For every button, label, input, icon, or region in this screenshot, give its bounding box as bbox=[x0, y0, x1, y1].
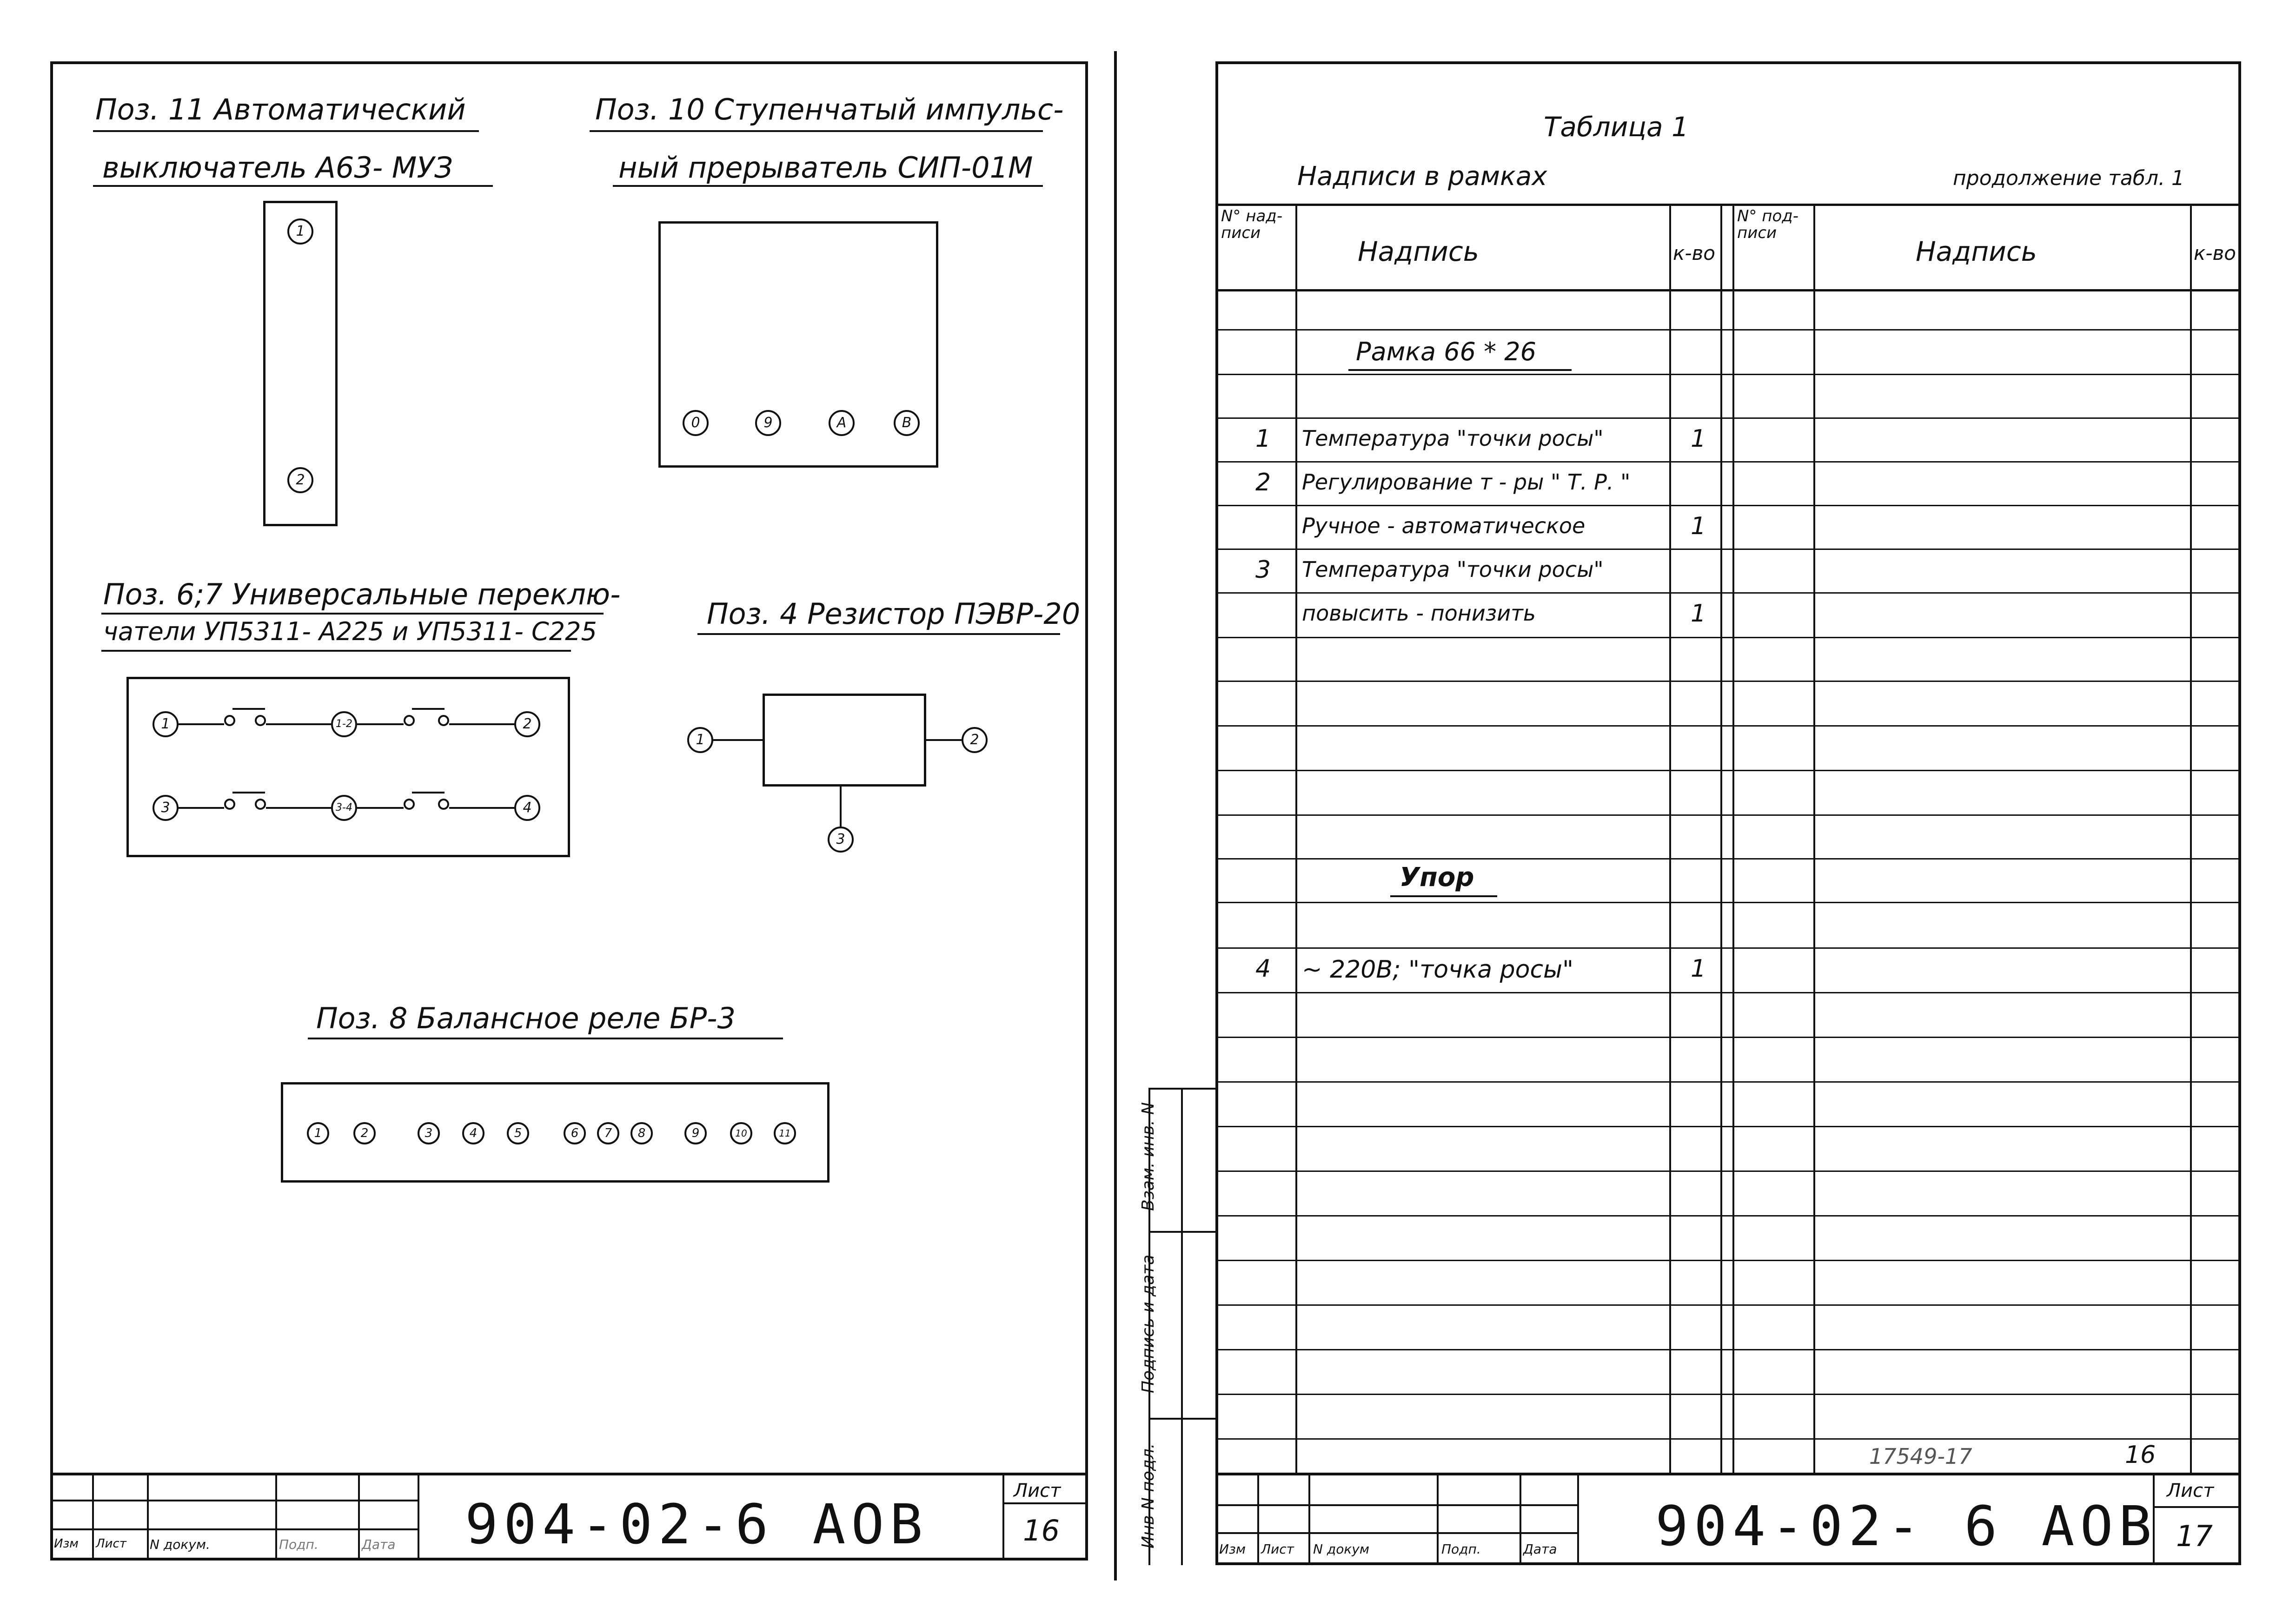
table-col-line bbox=[1813, 204, 1815, 1473]
row-6-qty: 1 bbox=[1691, 955, 1706, 983]
table-row-line bbox=[1215, 417, 2241, 419]
frame1-title: Рамка 66 * 26 bbox=[1356, 337, 1537, 366]
right-stamp-sheet-div bbox=[2153, 1506, 2241, 1508]
pos8-pin-1: 1 bbox=[307, 1122, 329, 1144]
pos4-pin-2: 2 bbox=[962, 727, 988, 753]
header-num: N° над- писи bbox=[1221, 207, 1283, 242]
pos8-pin-4: 4 bbox=[462, 1122, 484, 1144]
pos67-contact-bar bbox=[232, 708, 265, 710]
pos8-pin-10: 10 bbox=[730, 1122, 752, 1144]
table-row-line bbox=[1215, 461, 2241, 463]
table-col-line bbox=[2190, 204, 2192, 1473]
table-row-line bbox=[1215, 1126, 2241, 1127]
side-label-vzam: Взам. инв. N bbox=[1139, 1102, 1158, 1211]
pos67-pin-4: 4 bbox=[514, 795, 540, 821]
pos8-pin-9: 9 bbox=[684, 1122, 707, 1144]
pos11-title-line2: выключатель А63- МУЗ bbox=[102, 151, 453, 185]
table-row-line bbox=[1215, 1081, 2241, 1083]
left-stamp-sheet-no: 16 bbox=[1023, 1514, 1060, 1547]
row-3-qty: 1 bbox=[1691, 512, 1706, 540]
frame2-title: Упор bbox=[1400, 862, 1474, 893]
row-2-num: 2 bbox=[1255, 469, 1271, 496]
archive-no: 17549-17 bbox=[1869, 1444, 1972, 1469]
pos11-pin-1: 1 bbox=[287, 218, 313, 245]
pos4-lead-left bbox=[713, 739, 763, 741]
pos4-lead-right bbox=[926, 739, 962, 741]
frame2-underline bbox=[1390, 895, 1497, 897]
pos67-wire bbox=[357, 807, 404, 809]
header-text: Надпись bbox=[1358, 236, 1479, 267]
right-stamp-lbl-sign: Подп. bbox=[1441, 1541, 1481, 1557]
pos67-pin-3: 3 bbox=[153, 795, 179, 821]
table-row-line bbox=[1215, 770, 2241, 771]
pos10-pin-9: 9 bbox=[755, 410, 781, 436]
left-stamp-sheet-label: Лист bbox=[1014, 1480, 1061, 1501]
pos8-underline bbox=[308, 1038, 783, 1039]
pos67-contact bbox=[438, 715, 449, 726]
pos67-title-line2: чатели УП5311- А225 и УП5311- С225 bbox=[103, 617, 597, 646]
pos67-pin-2: 2 bbox=[514, 711, 540, 737]
table-row-line bbox=[1215, 592, 2241, 594]
pos4-pin-1: 1 bbox=[687, 727, 713, 753]
left-stamp-sheet-div bbox=[1002, 1502, 1088, 1504]
pos67-contact-bar bbox=[412, 708, 445, 710]
table-row-line bbox=[1215, 374, 2241, 375]
row-6-num: 4 bbox=[1255, 955, 1271, 983]
right-stamp-lbl-list: Лист bbox=[1261, 1541, 1294, 1557]
pos10-underline-2 bbox=[613, 185, 1043, 187]
right-stamp-col bbox=[1308, 1473, 1310, 1565]
pos10-underline-1 bbox=[590, 130, 1043, 132]
left-stamp-lbl-doc: N докум. bbox=[150, 1537, 210, 1552]
row-3-text: Ручное - автоматическое bbox=[1302, 513, 1586, 538]
right-stamp-code: 904-02- 6 АОВ bbox=[1655, 1494, 2157, 1558]
pos8-pin-11: 11 bbox=[774, 1122, 796, 1144]
pos4-resistor-body bbox=[763, 694, 926, 787]
table-row-line bbox=[1215, 947, 2241, 949]
pos67-pin-1: 1 bbox=[153, 711, 179, 737]
row-1-text: Температура "точки росы" bbox=[1302, 426, 1604, 451]
pos11-underline-2 bbox=[93, 185, 493, 187]
pos8-pin-5: 5 bbox=[507, 1122, 529, 1144]
left-stamp-col bbox=[92, 1473, 94, 1560]
pos67-contact bbox=[404, 799, 415, 810]
right-stamp-lbl-izm: Изм bbox=[1219, 1541, 1246, 1557]
pos8-pin-7: 7 bbox=[597, 1122, 619, 1144]
row-5-qty: 1 bbox=[1691, 600, 1706, 628]
table-row-line bbox=[1215, 1037, 2241, 1038]
pos8-title: Поз. 8 Балансное реле БР-3 bbox=[316, 1001, 736, 1035]
table-col-line bbox=[1669, 204, 1671, 1473]
pos67-contact bbox=[224, 715, 235, 726]
right-stamp-lbl-doc: N докум bbox=[1313, 1541, 1369, 1557]
pos4-title: Поз. 4 Резистор ПЭВР-20 bbox=[707, 597, 1081, 631]
left-stamp-col bbox=[418, 1473, 419, 1560]
sheet-separator bbox=[1114, 51, 1117, 1580]
table-row-line bbox=[1215, 858, 2241, 860]
side-strip-col bbox=[1181, 1088, 1183, 1565]
pos67-wire bbox=[266, 807, 331, 809]
pos67-contact bbox=[404, 715, 415, 726]
row-4-num: 3 bbox=[1255, 556, 1271, 584]
table-row-line bbox=[1215, 329, 2241, 331]
left-stamp-col bbox=[147, 1473, 149, 1560]
row-1-qty: 1 bbox=[1691, 425, 1706, 453]
header-right-text: Надпись bbox=[1916, 236, 2037, 267]
side-label-inv: Инв N подл. bbox=[1139, 1443, 1158, 1549]
right-stamp-lbl-date: Дата bbox=[1523, 1541, 1557, 1557]
table-row-line bbox=[1215, 902, 2241, 903]
table-row-line bbox=[1215, 1304, 2241, 1306]
pos11-underline-1 bbox=[93, 130, 479, 132]
table-row-line bbox=[1215, 1170, 2241, 1172]
table-header-line bbox=[1215, 289, 2241, 291]
left-stamp-lbl-sign: Подп. bbox=[279, 1537, 319, 1552]
right-stamp-row bbox=[1215, 1532, 1578, 1534]
left-stamp-row bbox=[50, 1500, 418, 1501]
table-title: Таблица 1 bbox=[1544, 111, 1689, 143]
pos4-lead-bottom bbox=[840, 787, 842, 827]
left-stamp-col bbox=[1002, 1473, 1004, 1560]
pos11-pin-2: 2 bbox=[287, 467, 313, 493]
right-stamp-row bbox=[1215, 1504, 1578, 1506]
pos67-wire bbox=[357, 723, 404, 725]
pos67-contact-bar bbox=[412, 792, 445, 793]
pos8-pin-2: 2 bbox=[353, 1122, 376, 1144]
left-stamp-lbl-izm: Изм bbox=[54, 1537, 79, 1551]
pos10-pin-b: В bbox=[894, 410, 920, 436]
table-row-line bbox=[1215, 992, 2241, 993]
table-row-line bbox=[1215, 725, 2241, 727]
row-1-num: 1 bbox=[1255, 425, 1271, 453]
left-stamp-lbl-date: Дата bbox=[362, 1537, 396, 1552]
pos4-underline bbox=[697, 633, 1060, 635]
pos8-pin-8: 8 bbox=[630, 1122, 653, 1144]
table-row-line bbox=[1215, 637, 2241, 638]
table-row-line bbox=[1215, 1438, 2241, 1440]
pos11-title-line1: Поз. 11 Автоматический bbox=[95, 93, 466, 126]
table-subtitle: Надписи в рамках bbox=[1297, 161, 1547, 192]
row-5-text: повысить - понизить bbox=[1302, 601, 1536, 626]
table-col-line bbox=[1295, 204, 1297, 1473]
row-4-text: Температура "точки росы" bbox=[1302, 557, 1604, 582]
right-stamp-sheet-no: 17 bbox=[2176, 1519, 2213, 1553]
pos67-pin-3-4: 3-4 bbox=[331, 795, 357, 821]
pos67-wire bbox=[266, 723, 331, 725]
table-row-line bbox=[1215, 505, 2241, 506]
pos10-pin-0: 0 bbox=[683, 410, 709, 436]
pos67-wire bbox=[449, 807, 514, 809]
row-6-text: ~ 220В; "точка росы" bbox=[1302, 956, 1574, 984]
table-col-line bbox=[1732, 204, 1734, 1473]
table-top-line bbox=[1215, 204, 2241, 206]
left-stamp-top bbox=[50, 1473, 1088, 1475]
header-qty: к-во bbox=[1673, 242, 1715, 264]
right-stamp-top bbox=[1215, 1473, 2241, 1475]
pos67-contact bbox=[255, 799, 266, 810]
pos67-title-line1: Поз. 6;7 Универсальные переклю- bbox=[103, 577, 621, 611]
pos67-underline-2 bbox=[101, 650, 571, 652]
table-continuation: продолжение табл. 1 bbox=[1953, 166, 2185, 190]
right-stamp-col bbox=[1257, 1473, 1259, 1565]
right-stamp-sheet-label: Лист bbox=[2167, 1480, 2214, 1501]
header-right-qty: к-во bbox=[2194, 242, 2236, 264]
right-sheet-frame bbox=[1215, 61, 2241, 1565]
pos67-wire bbox=[179, 807, 224, 809]
left-stamp-col bbox=[275, 1473, 277, 1560]
pos8-pin-6: 6 bbox=[564, 1122, 586, 1144]
table-row-line bbox=[1215, 1260, 2241, 1261]
table-col-line bbox=[1720, 204, 1722, 1473]
table-row-line bbox=[1215, 1215, 2241, 1217]
table-row-line bbox=[1215, 1349, 2241, 1350]
right-stamp-col bbox=[1577, 1473, 1579, 1565]
pos67-underline-1 bbox=[101, 613, 604, 615]
header-right-num: N° под- писи bbox=[1737, 207, 1799, 242]
left-stamp-code: 904-02-6 АОВ bbox=[465, 1492, 929, 1556]
left-stamp-row bbox=[50, 1528, 418, 1530]
left-stamp-col bbox=[358, 1473, 360, 1560]
pos67-contact bbox=[224, 799, 235, 810]
table-row-line bbox=[1215, 549, 2241, 550]
table-row-line bbox=[1215, 1394, 2241, 1395]
pos10-title-line2: ный прерыватель СИП-01М bbox=[618, 151, 1033, 185]
pos67-contact bbox=[438, 799, 449, 810]
right-stamp-col bbox=[1437, 1473, 1439, 1565]
archive-sheet: 16 bbox=[2125, 1441, 2156, 1469]
side-label-sign: Подпись и дата bbox=[1139, 1254, 1158, 1394]
pos67-contact bbox=[255, 715, 266, 726]
pos67-wire bbox=[179, 723, 224, 725]
pos10-pin-a: А bbox=[829, 410, 855, 436]
pos67-switch-body bbox=[126, 677, 570, 857]
pos8-pin-3: 3 bbox=[418, 1122, 440, 1144]
pos67-pin-1-2: 1-2 bbox=[331, 711, 357, 737]
row-2-text: Регулирование т - ры " Т. Р. " bbox=[1302, 469, 1631, 495]
right-stamp-col bbox=[1520, 1473, 1521, 1565]
pos67-contact-bar bbox=[232, 792, 265, 793]
table-row-line bbox=[1215, 681, 2241, 682]
pos4-pin-3: 3 bbox=[828, 827, 854, 853]
frame1-underline bbox=[1348, 369, 1572, 371]
pos10-title-line1: Поз. 10 Ступенчатый импульс- bbox=[595, 93, 1064, 126]
left-stamp-lbl-list: Лист bbox=[96, 1537, 126, 1551]
pos67-wire bbox=[449, 723, 514, 725]
table-row-line bbox=[1215, 814, 2241, 816]
